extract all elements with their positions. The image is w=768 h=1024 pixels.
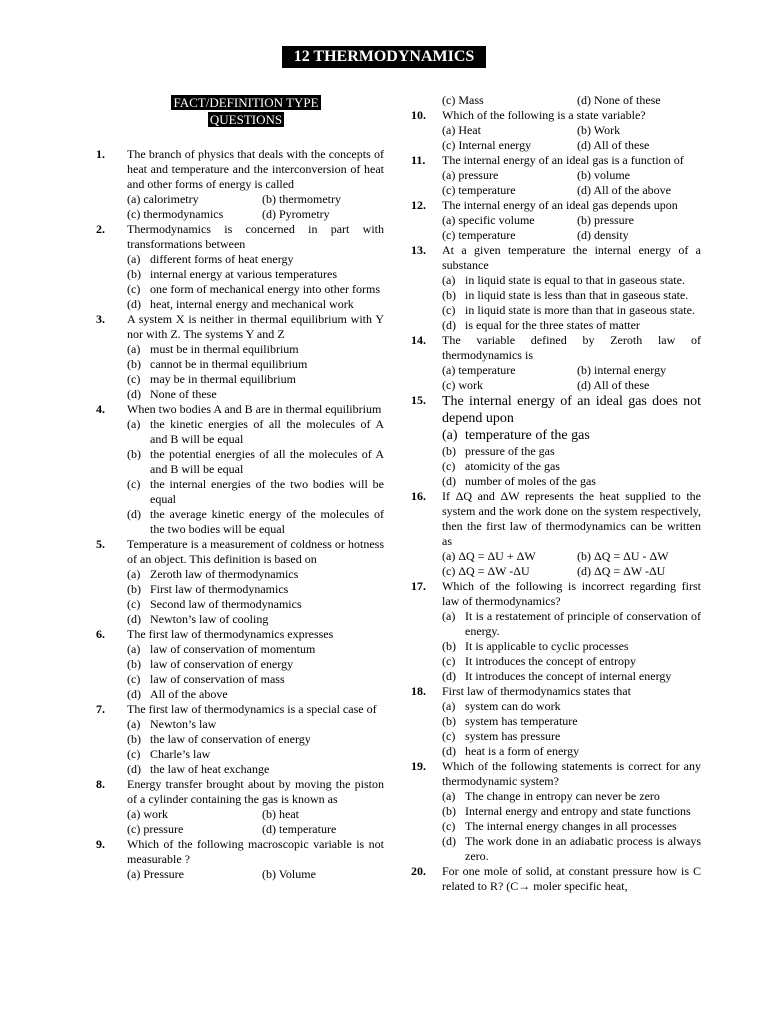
question-number: 6. [96, 627, 105, 641]
question-number: 4. [96, 402, 105, 416]
question-stem: The first law of thermodynamics expresses [127, 627, 334, 641]
question-3 [96, 312, 384, 402]
option-label: (b) [442, 804, 456, 818]
options-list [127, 252, 384, 312]
option-a [442, 427, 701, 444]
option-a [442, 273, 701, 288]
options-grid [442, 213, 701, 243]
question-stem: When two bodies A and B are in thermal equilibrium [127, 402, 382, 416]
option-b [442, 444, 701, 459]
option-text: the potential energies of all the molecules of A and B will be equal [150, 447, 384, 476]
option-b: (b) pressure [577, 213, 634, 227]
section-heading-line-2: QUESTIONS [209, 112, 283, 127]
option-c: (c) temperature [442, 228, 516, 242]
option-text: temperature of the gas [465, 428, 590, 443]
option-label: (b) [442, 714, 456, 728]
question-number: 11. [411, 153, 426, 167]
option-c: (c) work [442, 378, 483, 392]
question-stem: The first law of thermodynamics is a special case of [127, 702, 377, 716]
question-stem: The internal energy of an ideal gas depends upon [442, 198, 678, 212]
option-text: All of the above [150, 687, 228, 701]
options-grid [127, 807, 384, 837]
option-text: heat, internal energy and mechanical work [150, 297, 354, 311]
option-b [442, 639, 701, 654]
option-text: Newton’s law [150, 717, 217, 731]
option-label: (d) [442, 669, 456, 683]
question-20 [411, 864, 701, 894]
option-text: Internal energy and entropy and state functions [465, 804, 691, 818]
option-label: (b) [127, 732, 141, 746]
question-stem: Which of the following macroscopic variable is not measurable ? [127, 837, 384, 866]
option-b: (b) Work [577, 123, 621, 137]
option-b [127, 357, 384, 372]
option-label: (c) [442, 654, 456, 668]
option-label: (a) [127, 417, 141, 431]
option-b [127, 582, 384, 597]
option-text: system has temperature [465, 714, 578, 728]
question-stem: A system X is neither in thermal equilibrium with Y nor with Z. The systems Y and Z [127, 312, 384, 341]
options-list [442, 789, 701, 864]
option-c: (c) temperature [442, 183, 516, 197]
option-d [127, 687, 384, 702]
option-label: (a) [127, 567, 141, 581]
option-d: (d) All of these [577, 378, 650, 392]
question-number: 17. [411, 579, 426, 593]
question-10 [411, 108, 701, 153]
option-label: (c) [127, 672, 141, 686]
options-grid [442, 549, 701, 579]
option-label: (d) [127, 687, 141, 701]
option-text: in liquid state is less than that in gaseous state. [465, 288, 689, 302]
option-text: in liquid state is equal to that in gaseous state. [465, 273, 685, 287]
option-label: (a) [127, 342, 141, 356]
option-a [127, 417, 384, 447]
option-label: (c) [127, 477, 141, 491]
option-b: (b) internal energy [577, 363, 667, 377]
option-text: the kinetic energies of all the molecules of A and B will be equal [150, 417, 384, 446]
option-d: (d) ΔQ = ΔW -ΔU [577, 564, 666, 578]
option-a [127, 642, 384, 657]
options-list [127, 342, 384, 402]
question-11 [411, 153, 701, 198]
option-label: (d) [127, 762, 141, 776]
options-grid [442, 93, 701, 108]
option-b [127, 657, 384, 672]
option-a [127, 567, 384, 582]
option-a [127, 717, 384, 732]
options-grid [442, 363, 701, 393]
question-14 [411, 333, 701, 393]
option-text: The change in entropy can never be zero [465, 789, 660, 803]
options-list [442, 609, 701, 684]
option-a: (a) Heat [442, 123, 481, 137]
option-text: is equal for the three states of matter [465, 318, 640, 332]
question-17 [411, 579, 701, 684]
option-label: (d) [127, 387, 141, 401]
option-c [127, 372, 384, 387]
option-b [127, 447, 384, 477]
section-heading-line-1: FACT/DEFINITION TYPE [173, 95, 319, 110]
options-list [127, 417, 384, 537]
option-c [442, 729, 701, 744]
option-label: (d) [127, 507, 141, 521]
question-stem: Temperature is a measurement of coldness or hotness of an object. This definition is based on [127, 537, 384, 566]
question-15 [411, 393, 701, 489]
question-4 [96, 402, 384, 537]
option-d [442, 744, 701, 759]
left-column [96, 147, 384, 882]
option-text: pressure of the gas [465, 444, 555, 458]
option-label: (a) [127, 717, 141, 731]
option-label: (d) [442, 474, 456, 488]
question-stem: The branch of physics that deals with the concepts of heat and temperature and the interconversion of heat and other forms of energy is called [127, 147, 384, 191]
question-number: 13. [411, 243, 426, 257]
option-d [127, 612, 384, 627]
option-label: (b) [442, 288, 456, 302]
option-label: (d) [127, 612, 141, 626]
option-text: cannot be in thermal equilibrium [150, 357, 308, 371]
option-d: (d) temperature [262, 822, 337, 836]
option-d [442, 669, 701, 684]
option-text: the internal energies of the two bodies will be equal [150, 477, 384, 506]
option-text: must be in thermal equilibrium [150, 342, 299, 356]
option-a [442, 609, 701, 639]
options-list [127, 567, 384, 627]
option-c: (c) pressure [127, 822, 184, 836]
question-number: 16. [411, 489, 426, 503]
question-19 [411, 759, 701, 864]
option-text: system has pressure [465, 729, 561, 743]
page-title: 12 THERMODYNAMICS [282, 46, 486, 68]
option-c: (c) Mass [442, 93, 484, 107]
options-list [127, 642, 384, 702]
option-label: (c) [442, 459, 456, 473]
option-a: (a) ΔQ = ΔU + ΔW [442, 549, 536, 563]
option-label: (a) [442, 699, 456, 713]
option-d [127, 387, 384, 402]
option-b [442, 804, 701, 819]
option-c [442, 459, 701, 474]
question-number: 2. [96, 222, 105, 236]
option-text: It introduces the concept of internal energy [465, 669, 672, 683]
option-text: internal energy at various temperatures [150, 267, 338, 281]
option-a [127, 252, 384, 267]
question-number: 10. [411, 108, 426, 122]
option-c [127, 747, 384, 762]
question-stem: First law of thermodynamics states that [442, 684, 631, 698]
question-number: 19. [411, 759, 426, 773]
option-text: It is applicable to cyclic processes [465, 639, 629, 653]
option-c [442, 303, 701, 318]
question-number: 15. [411, 393, 426, 407]
question-16 [411, 489, 701, 579]
question-number: 20. [411, 864, 426, 878]
option-text: the average kinetic energy of the molecules of the two bodies will be equal [150, 507, 384, 536]
question-2 [96, 222, 384, 312]
option-label: (b) [127, 447, 141, 461]
option-label: (b) [127, 267, 141, 281]
option-text: in liquid state is more than that in gaseous state. [465, 303, 695, 317]
question-stem: The internal energy of an ideal gas is a function of [442, 153, 684, 167]
option-label: (c) [127, 372, 141, 386]
question-stem: Which of the following statements is correct for any thermodynamic system? [442, 759, 701, 788]
option-label: (b) [127, 582, 141, 596]
option-text: The internal energy changes in all processes [465, 819, 677, 833]
option-text: law of conservation of mass [150, 672, 285, 686]
option-text: First law of thermodynamics [150, 582, 289, 596]
option-d: (d) density [577, 228, 629, 242]
question-stem: If ΔQ and ΔW represents the heat supplied to the system and the work done on the system respectively, then the first law of thermodynamics can be written as [442, 489, 701, 548]
question-9-continued [411, 93, 701, 108]
question-8 [96, 777, 384, 837]
option-a: (a) temperature [442, 363, 516, 377]
option-label: (a) [442, 273, 456, 287]
question-stem: Which of the following is a state variable? [442, 108, 646, 122]
right-column [411, 93, 701, 894]
options-grid [442, 168, 701, 198]
question-number: 1. [96, 147, 105, 161]
option-label: (a) [442, 789, 456, 803]
option-text: Newton’s law of cooling [150, 612, 269, 626]
option-label: (d) [442, 318, 456, 332]
question-12 [411, 198, 701, 243]
option-a [442, 699, 701, 714]
option-text: atomicity of the gas [465, 459, 560, 473]
options-list [442, 699, 701, 759]
options-grid [442, 123, 701, 153]
question-number: 9. [96, 837, 105, 851]
option-d [127, 762, 384, 777]
options-list [442, 427, 701, 489]
question-stem: Energy transfer brought about by moving the piston of a cylinder containing the gas is known as [127, 777, 384, 806]
option-b: (b) heat [262, 807, 299, 821]
option-d: (d) Pyrometry [262, 207, 330, 221]
option-text: Zeroth law of thermodynamics [150, 567, 299, 581]
option-c [442, 654, 701, 669]
question-stem: The variable defined by Zeroth law of thermodynamics is [442, 333, 701, 362]
option-c: (c) Internal energy [442, 138, 532, 152]
question-stem: At a given temperature the internal energy of a substance [442, 243, 701, 272]
option-label: (b) [127, 657, 141, 671]
option-text: The work done in an adiabatic process is always zero. [465, 834, 701, 863]
option-b: (b) Volume [262, 867, 316, 881]
option-text: law of conservation of momentum [150, 642, 316, 656]
option-a: (a) pressure [442, 168, 499, 182]
option-c [127, 282, 384, 297]
section-heading [150, 94, 342, 128]
option-text: different forms of heat energy [150, 252, 294, 266]
question-stem: Which of the following is incorrect regarding first law of thermodynamics? [442, 579, 701, 608]
option-label: (c) [127, 597, 141, 611]
option-text: It is a restatement of principle of conservation of energy. [465, 609, 701, 638]
option-d: (d) All of these [577, 138, 650, 152]
option-b: (b) ΔQ = ΔU - ΔW [577, 549, 669, 563]
question-18 [411, 684, 701, 759]
option-c: (c) ΔQ = ΔW -ΔU [442, 564, 530, 578]
option-label: (d) [442, 834, 456, 848]
option-d [442, 474, 701, 489]
option-label: (c) [442, 303, 456, 317]
question-number: 8. [96, 777, 105, 791]
option-d [442, 318, 701, 333]
option-d [442, 834, 701, 864]
option-text: one form of mechanical energy into other forms [150, 282, 381, 296]
option-d [127, 507, 384, 537]
option-label: (a) [442, 428, 458, 443]
option-c: (c) thermodynamics [127, 207, 224, 221]
question-stem: The internal energy of an ideal gas does not depend upon [442, 394, 701, 426]
question-number: 5. [96, 537, 105, 551]
option-label: (b) [442, 639, 456, 653]
question-number: 3. [96, 312, 105, 326]
option-b: (b) thermometry [262, 192, 341, 206]
option-d [127, 297, 384, 312]
options-list [127, 717, 384, 777]
option-label: (a) [127, 252, 141, 266]
question-1 [96, 147, 384, 222]
option-c [442, 819, 701, 834]
option-d: (d) All of the above [577, 183, 671, 197]
option-c [127, 477, 384, 507]
option-text: the law of conservation of energy [150, 732, 311, 746]
option-a: (a) work [127, 807, 168, 821]
option-label: (c) [442, 729, 456, 743]
option-label: (b) [442, 444, 456, 458]
option-c [127, 672, 384, 687]
option-label: (a) [127, 642, 141, 656]
option-text: It introduces the concept of entropy [465, 654, 636, 668]
option-label: (c) [442, 819, 456, 833]
question-number: 12. [411, 198, 426, 212]
question-number: 18. [411, 684, 426, 698]
question-6 [96, 627, 384, 702]
option-b: (b) volume [577, 168, 630, 182]
option-label: (a) [442, 609, 456, 623]
option-text: number of moles of the gas [465, 474, 596, 488]
question-7 [96, 702, 384, 777]
option-d: (d) None of these [577, 93, 661, 107]
option-c [127, 597, 384, 612]
option-text: heat is a form of energy [465, 744, 580, 758]
option-label: (c) [127, 747, 141, 761]
option-b [442, 714, 701, 729]
question-13 [411, 243, 701, 333]
question-5 [96, 537, 384, 627]
option-b [127, 267, 384, 282]
option-text: None of these [150, 387, 217, 401]
option-label: (d) [127, 297, 141, 311]
question-stem: For one mole of solid, at constant pressure how is C related to R? (C→ moler specific heat, [442, 864, 701, 893]
question-number: 14. [411, 333, 426, 347]
option-label: (c) [127, 282, 141, 296]
option-a: (a) calorimetry [127, 192, 199, 206]
options-grid [127, 867, 384, 882]
options-list [442, 273, 701, 333]
option-b [127, 732, 384, 747]
question-number: 7. [96, 702, 105, 716]
option-text: the law of heat exchange [150, 762, 270, 776]
option-text: may be in thermal equilibrium [150, 372, 296, 386]
option-b [442, 288, 701, 303]
question-stem: Thermodynamics is concerned in part with transformations between [127, 222, 384, 251]
option-a: (a) specific volume [442, 213, 535, 227]
option-text: Second law of thermodynamics [150, 597, 302, 611]
option-text: law of conservation of energy [150, 657, 294, 671]
option-label: (d) [442, 744, 456, 758]
option-a [442, 789, 701, 804]
option-text: system can do work [465, 699, 561, 713]
option-text: Charle’s law [150, 747, 211, 761]
question-9 [96, 837, 384, 882]
option-a [127, 342, 384, 357]
option-a: (a) Pressure [127, 867, 184, 881]
options-grid [127, 192, 384, 222]
option-label: (b) [127, 357, 141, 371]
